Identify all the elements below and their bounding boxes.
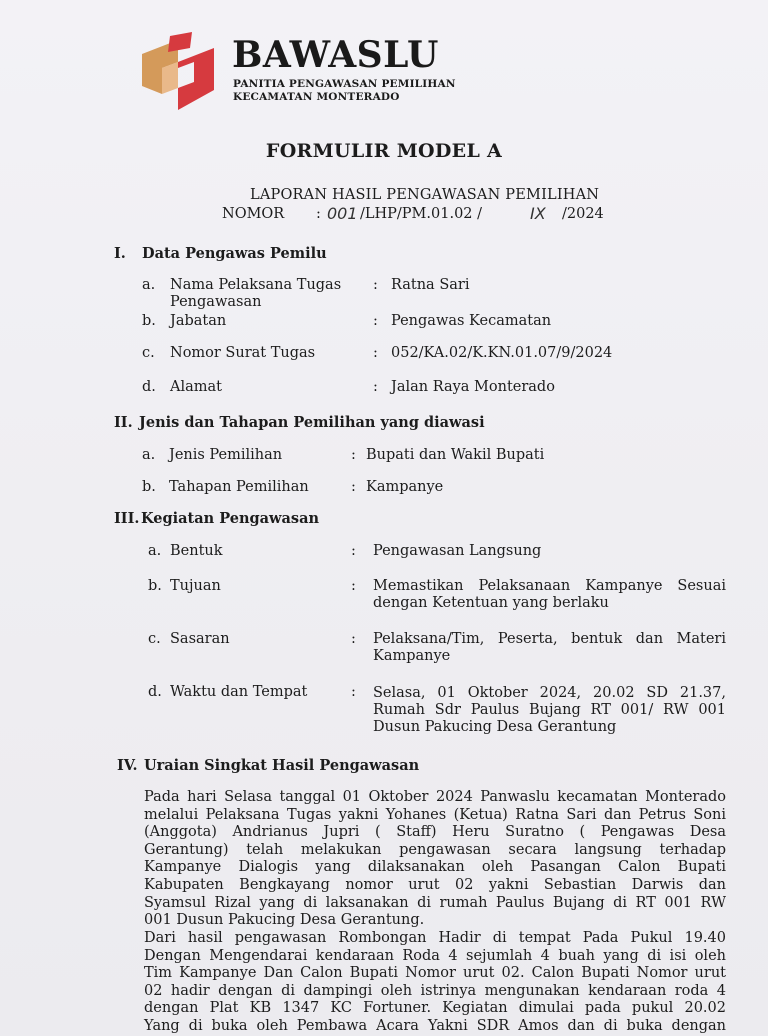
s3-item-d-label: Waktu dan Tempat bbox=[170, 684, 308, 700]
section-2-number: II. bbox=[114, 414, 133, 431]
s1-item-c-colon: : bbox=[373, 345, 378, 361]
s3-item-d-value-line2: Rumah Sdr Paulus Bujang RT 001/ RW 001 bbox=[373, 702, 726, 718]
paragraph-line: 001 Dusun Pakucing Desa Gerantung. bbox=[144, 912, 425, 929]
s2-item-b-colon: : bbox=[351, 479, 356, 495]
section-1-number: I. bbox=[114, 245, 126, 262]
section-4-number: IV. bbox=[117, 757, 138, 774]
nomor-handwritten-number: 001 bbox=[327, 204, 358, 223]
s3-item-d-colon: : bbox=[351, 684, 356, 700]
s3-item-b-value-line2: dengan Ketentuan yang berlaku bbox=[373, 595, 609, 611]
s1-item-b-value: Pengawas Kecamatan bbox=[391, 313, 552, 329]
s3-item-b-letter: b. bbox=[148, 578, 162, 594]
org-name: BAWASLU bbox=[232, 34, 439, 76]
s3-item-c-value-line2: Kampanye bbox=[373, 648, 451, 664]
paragraph-line: Kampanye Dialogis yang dilaksanakan oleh Pasangan Calon Bupati bbox=[144, 859, 726, 876]
paragraph-line: Tim Kampanye Dan Calon Bupati Nomor urut 02. Calon Bupati Nomor urut bbox=[144, 965, 726, 982]
s3-item-b-label: Tujuan bbox=[170, 578, 221, 594]
s3-item-a-colon: : bbox=[351, 543, 356, 559]
nomor-handwritten-month: IX bbox=[530, 204, 546, 223]
s3-item-a-value: Pengawasan Langsung bbox=[373, 543, 542, 559]
s1-item-d-colon: : bbox=[373, 379, 378, 395]
paragraph-line: Dengan Mengendarai kendaraan Roda 4 sejumlah 4 buah yang di isi oleh bbox=[144, 947, 726, 964]
s3-item-c-value: Pelaksana/Tim, Peserta, bentuk dan Materi bbox=[373, 631, 726, 647]
s3-item-d-value-line3: Dusun Pakucing Desa Gerantung bbox=[373, 719, 617, 735]
org-subtitle-line1: PANITIA PENGAWASAN PEMILIHAN bbox=[233, 78, 456, 90]
s1-item-d-label: Alamat bbox=[170, 379, 222, 395]
nomor-label: NOMOR bbox=[222, 206, 285, 222]
s2-item-a-value: Bupati dan Wakil Bupati bbox=[366, 447, 545, 463]
s1-item-a-label: Nama Pelaksana Tugas bbox=[170, 277, 342, 293]
s1-item-a-value: Ratna Sari bbox=[391, 277, 470, 293]
s2-item-a-label: Jenis Pemilihan bbox=[169, 447, 283, 463]
s3-item-d-letter: d. bbox=[148, 684, 162, 700]
s1-item-a-colon: : bbox=[373, 277, 378, 293]
section-3-title: Kegiatan Pengawasan bbox=[141, 510, 320, 527]
paragraph-line: (Anggota) Andrianus Jupri ( Staff) Heru Suratno ( Pengawas Desa bbox=[144, 824, 726, 841]
s1-item-a-letter: a. bbox=[142, 277, 156, 293]
org-subtitle-line2: KECAMATAN MONTERADO bbox=[233, 91, 400, 103]
report-title: LAPORAN HASIL PENGAWASAN PEMILIHAN bbox=[250, 187, 600, 203]
paragraph-line: melalui Pelaksana Tugas yakni Yohanes (Ketua) Ratna Sari dan Petrus Soni bbox=[144, 806, 726, 823]
nomor-year: /2024 bbox=[562, 206, 604, 222]
section-2-title: Jenis dan Tahapan Pemilihan yang diawasi bbox=[139, 414, 485, 431]
s1-item-c-value: 052/KA.02/K.KN.01.07/9/2024 bbox=[391, 345, 613, 361]
nomor-code: /LHP/PM.01.02 / bbox=[360, 206, 483, 222]
s3-item-c-letter: c. bbox=[148, 631, 161, 647]
s3-item-b-colon: : bbox=[351, 578, 356, 594]
s3-item-b-value: Memastikan Pelaksanaan Kampanye Sesuai bbox=[373, 578, 726, 594]
s1-item-c-label: Nomor Surat Tugas bbox=[170, 345, 316, 361]
s1-item-d-letter: d. bbox=[142, 379, 156, 395]
section-4-title: Uraian Singkat Hasil Pengawasan bbox=[144, 757, 420, 774]
s3-item-c-colon: : bbox=[351, 631, 356, 647]
s2-item-a-colon: : bbox=[351, 447, 356, 463]
s1-item-b-letter: b. bbox=[142, 313, 156, 329]
s2-item-b-value: Kampanye bbox=[366, 479, 444, 495]
s1-item-b-label: Jabatan bbox=[170, 313, 227, 329]
paragraph-line: Kabupaten Bengkayang nomor urut 02 yakni Sebastian Darwis dan bbox=[144, 877, 726, 893]
section-1-title: Data Pengawas Pemilu bbox=[142, 245, 327, 262]
s3-item-c-label: Sasaran bbox=[170, 631, 230, 647]
paragraph-line: Pada hari Selasa tanggal 01 Oktober 2024 Panwaslu kecamatan Monterado bbox=[144, 789, 726, 805]
nomor-row bbox=[0, 206, 768, 228]
section-3-number: III. bbox=[114, 510, 140, 527]
paragraph-line: Dari hasil pengawasan Rombongan Hadir di tempat Pada Pukul 19.40 bbox=[144, 930, 726, 946]
paragraph-line: dengan Plat KB 1347 KC Fortuner. Kegiatan dimulai pada pukul 20.02 bbox=[144, 1000, 726, 1017]
s1-item-a-label-line2: Pengawasan bbox=[170, 294, 262, 310]
s1-item-c-letter: c. bbox=[142, 345, 155, 361]
s2-item-b-letter: b. bbox=[142, 479, 156, 495]
paragraph-line: 02 hadir dengan di dampingi oleh istrinya mengunakan kendaraan roda 4 bbox=[144, 982, 726, 999]
s1-item-d-value: Jalan Raya Monterado bbox=[391, 379, 555, 395]
s3-item-d-value: Selasa, 01 Oktober 2024, 20.02 SD 21.37, bbox=[373, 685, 726, 701]
bawaslu-logo bbox=[140, 32, 216, 112]
s3-item-a-letter: a. bbox=[148, 543, 162, 559]
form-title: FORMULIR MODEL A bbox=[265, 140, 503, 162]
s3-item-a-label: Bentuk bbox=[170, 543, 223, 559]
paragraph-line: Syamsul Rizal yang di laksanakan di rumah Paulus Bujang di RT 001 RW bbox=[144, 894, 726, 911]
s1-item-b-colon: : bbox=[373, 313, 378, 329]
s2-item-a-letter: a. bbox=[142, 447, 156, 463]
nomor-colon: : bbox=[316, 206, 321, 222]
paragraph-line: Yang di buka oleh Pembawa Acara Yakni SDR Amos dan di buka dengan bbox=[144, 1018, 726, 1034]
s2-item-b-label: Tahapan Pemilihan bbox=[169, 479, 309, 495]
paragraph-line: Gerantung) telah melakukan pengawasan secara langsung terhadap bbox=[144, 841, 726, 858]
